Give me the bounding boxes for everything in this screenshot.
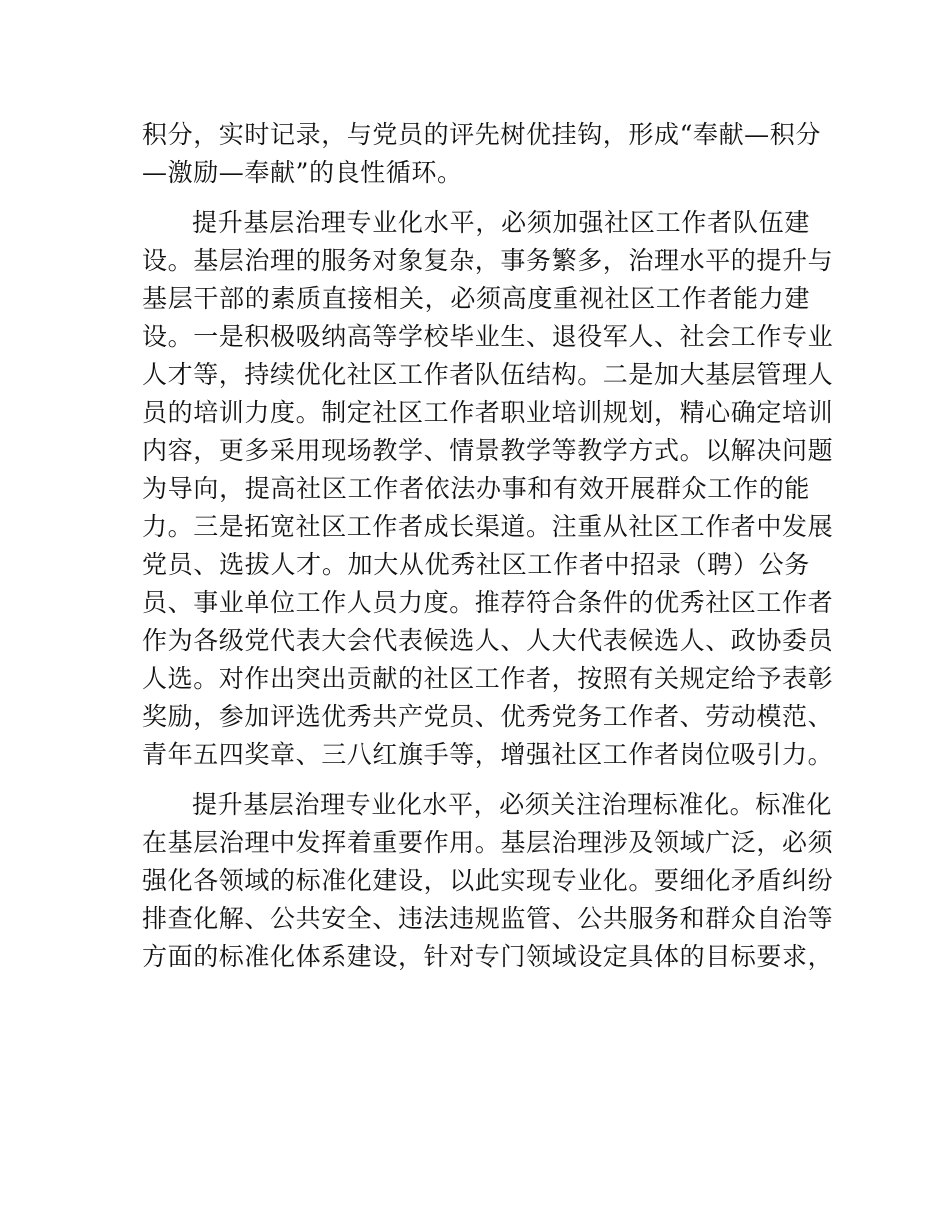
text-line: 员的培训力度。制定社区工作者职业培训规划，精心确定培训 xyxy=(142,398,834,427)
text-line: —激励—奉献”的良性循环。 xyxy=(142,158,463,187)
text-line: 员、事业单位工作人员力度。推荐符合条件的优秀社区工作者 xyxy=(142,588,834,617)
text-line: 为导向，提高社区工作者依法办事和有效开展群众工作的能 xyxy=(142,474,810,503)
paragraph-community-workers xyxy=(142,204,834,774)
text-line: 设。基层治理的服务对象复杂，事务繁多，治理水平的提升与 xyxy=(142,246,834,275)
text-line: 内容，更多采用现场教学、情景教学等教学方式。以解决问题 xyxy=(142,436,834,465)
text-line: 在基层治理中发挥着重要作用。基层治理涉及领域广泛，必须 xyxy=(142,828,834,857)
text-line: 党员、选拔人才。加大从优秀社区工作者中招录（聘）公务 xyxy=(142,550,810,579)
paragraph-standardization xyxy=(142,786,834,976)
text-line: 设。一是积极吸纳高等学校毕业生、退役军人、社会工作专业 xyxy=(142,322,834,351)
text-line: 人选。对作出突出贡献的社区工作者，按照有关规定给予表彰 xyxy=(142,664,834,693)
text-line: 力。三是拓宽社区工作者成长渠道。注重从社区工作者中发展 xyxy=(142,512,834,541)
text-line: 方面的标准化体系建设，针对专门领域设定具体的目标要求， xyxy=(142,942,834,971)
text-line: 基层干部的素质直接相关，必须高度重视社区工作者能力建 xyxy=(142,284,810,313)
body-text xyxy=(142,116,834,976)
text-line: 青年五四奖章、三八红旗手等，增强社区工作者岗位吸引力。 xyxy=(142,740,834,769)
text-line: 提升基层治理专业化水平，必须关注治理标准化。标准化 xyxy=(192,790,833,819)
text-line: 强化各领域的标准化建设，以此实现专业化。要细化矛盾纠纷 xyxy=(142,866,834,895)
text-line: 作为各级党代表大会代表候选人、人大代表候选人、政协委员 xyxy=(142,626,834,655)
text-line: 提升基层治理专业化水平，必须加强社区工作者队伍建 xyxy=(192,208,810,237)
text-line: 积分，实时记录，与党员的评先树优挂钩，形成“奉献—积分 xyxy=(142,120,821,149)
paragraph-continuation xyxy=(142,116,821,192)
text-line: 人才等，持续优化社区工作者队伍结构。二是加大基层管理人 xyxy=(142,360,834,389)
text-line: 排查化解、公共安全、违法违规监管、公共服务和群众自治等 xyxy=(142,904,834,933)
text-line: 奖励，参加评选优秀共产党员、优秀党务工作者、劳动模范、 xyxy=(142,702,834,731)
